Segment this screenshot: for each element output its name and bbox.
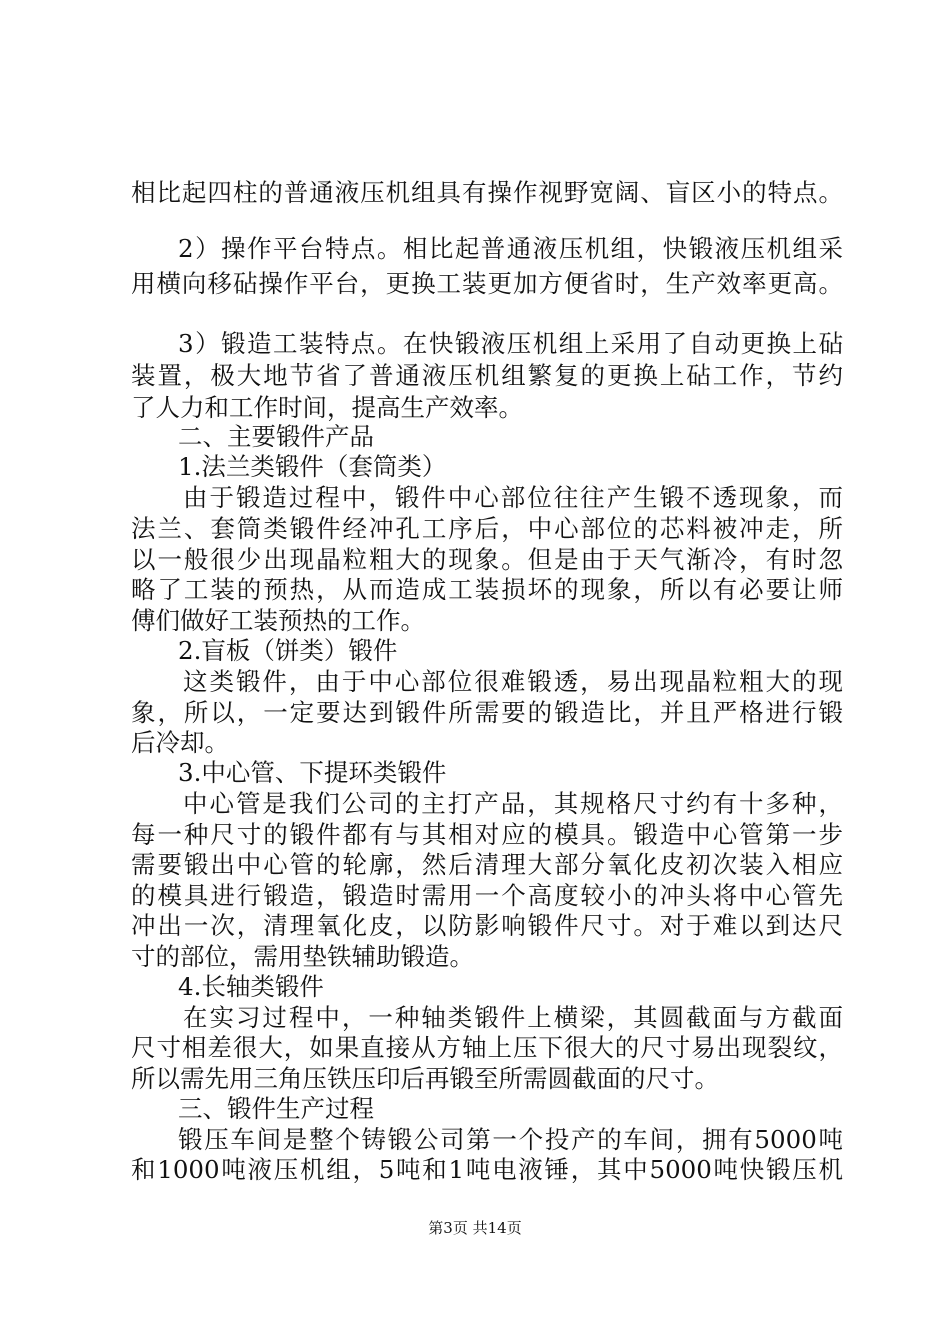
paragraph-line: 略了工装的预热，从而造成工装损坏的现象，所以有必要让师	[131, 575, 843, 604]
section-heading: 三、锻件生产过程	[178, 1094, 374, 1123]
paragraph-line: 3）锻造工装特点。在快锻液压机组上采用了自动更换上砧	[178, 329, 843, 358]
paragraph-line: 象，所以，一定要达到锻件所需要的锻造比，并且严格进行锻	[131, 698, 843, 727]
paragraph-line: 2）操作平台特点。相比起普通液压机组，快锻液压机组采	[178, 234, 843, 263]
paragraph-line: 每一种尺寸的锻件都有与其相对应的模具。锻造中心管第一步	[131, 820, 843, 849]
paragraph-line: 需要锻出中心管的轮廓，然后清理大部分氧化皮初次装入相应	[131, 850, 843, 879]
paragraph-line: 相比起四柱的普通液压机组具有操作视野宽阔、盲区小的特点。	[131, 178, 843, 207]
paragraph-line: 用横向移砧操作平台，更换工装更加方便省时，生产效率更高。	[131, 269, 843, 298]
paragraph-line: 的模具进行锻造，锻造时需用一个高度较小的冲头将中心管先	[131, 881, 843, 910]
paragraph-line: 尺寸相差很大，如果直接从方轴上压下很大的尺寸易出现裂纹，	[131, 1033, 843, 1062]
page-footer: 第3页 共14页	[428, 1219, 522, 1237]
paragraph-line: 所以需先用三角压铁压印后再锻至所需圆截面的尺寸。	[131, 1064, 719, 1093]
section-heading: 二、主要锻件产品	[178, 422, 374, 451]
paragraph-line: 傅们做好工装预热的工作。	[131, 606, 425, 635]
paragraph-line: 这类锻件，由于中心部位很难锻透，易出现晶粒粗大的现	[183, 667, 843, 696]
subsection-heading: 3.中心管、下提环类锻件	[178, 758, 447, 787]
subsection-heading: 4.长轴类锻件	[178, 972, 324, 1001]
paragraph-line: 由于锻造过程中，锻件中心部位往往产生锻不透现象，而	[183, 483, 843, 512]
paragraph-line: 了人力和工作时间，提高生产效率。	[131, 393, 523, 422]
paragraph-line: 锻压车间是整个铸锻公司第一个投产的车间，拥有5000吨	[178, 1125, 843, 1154]
subsection-heading: 1.法兰类锻件（套筒类）	[178, 452, 447, 481]
paragraph-line: 法兰、套筒类锻件经冲孔工序后，中心部位的芯料被冲走，所	[131, 514, 843, 543]
paragraph-line: 在实习过程中，一种轴类锻件上横梁，其圆截面与方截面	[183, 1003, 843, 1032]
paragraph-line: 以一般很少出现晶粒粗大的现象。但是由于天气渐冷，有时忽	[131, 545, 843, 574]
paragraph-line: 寸的部位，需用垫铁辅助锻造。	[131, 942, 474, 971]
paragraph-line: 冲出一次，清理氧化皮，以防影响锻件尺寸。对于难以到达尺	[131, 911, 843, 940]
paragraph-line: 中心管是我们公司的主打产品，其规格尺寸约有十多种，	[183, 789, 843, 818]
paragraph-line: 和1000吨液压机组，5吨和1吨电液锤，其中5000吨快锻压机	[131, 1155, 843, 1184]
subsection-heading: 2.盲板（饼类）锻件	[178, 636, 398, 665]
paragraph-line: 后冷却。	[131, 728, 229, 757]
paragraph-line: 装置，极大地节省了普通液压机组繁复的更换上砧工作，节约	[131, 361, 843, 390]
